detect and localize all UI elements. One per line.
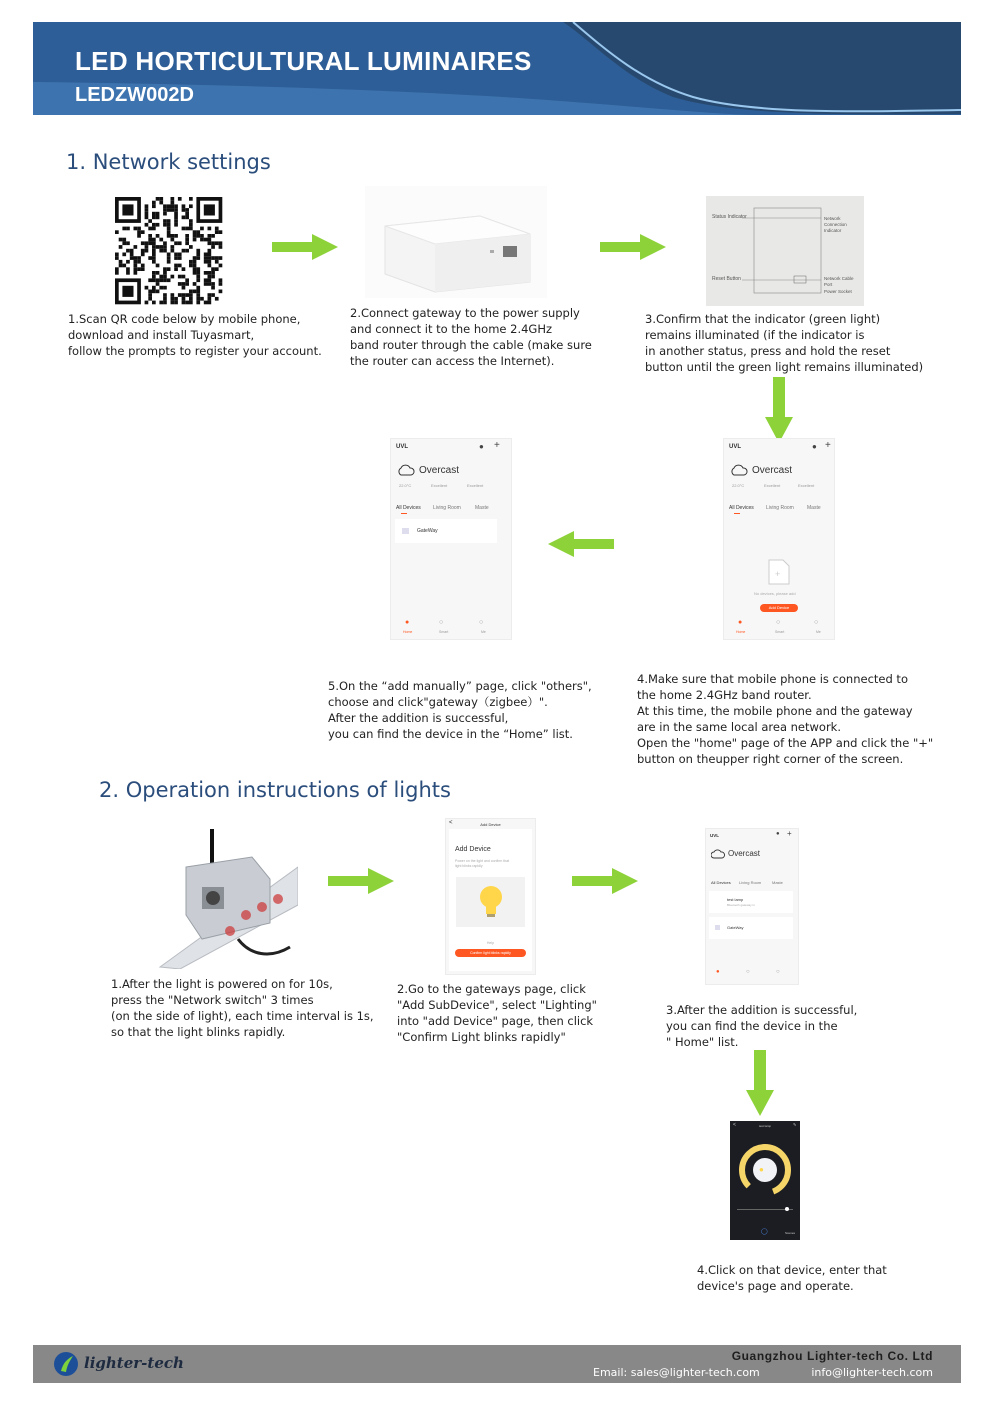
- reset-button-label: Reset Button: [712, 276, 741, 282]
- home-nav-icon[interactable]: ●: [738, 619, 743, 626]
- nav-home-label: Home: [736, 630, 746, 634]
- status-indicator-label: Status Indicator: [712, 214, 747, 220]
- company-name: Guangzhou Lighter-tech Co. Ltd: [731, 1349, 933, 1363]
- luminaire-fixture-image: [150, 827, 298, 969]
- arrow-down-icon: [746, 1050, 774, 1116]
- stat-pm: Excellent: [764, 483, 781, 488]
- gateway-status-diagram: [706, 196, 864, 306]
- light-bulb-area: [456, 877, 525, 927]
- app-screen-home-lamp: [705, 828, 799, 985]
- tab-living-room[interactable]: Living Room: [433, 505, 461, 511]
- arrow-left-icon: [548, 531, 614, 557]
- nav-smart-label: Smart: [439, 630, 449, 634]
- brightness-dial[interactable]: [738, 1143, 792, 1197]
- power-icon[interactable]: ◯: [761, 1229, 768, 1235]
- add-plus-icon[interactable]: +: [494, 440, 500, 451]
- company-logo-text: lighter-tech: [84, 1354, 184, 1372]
- operation-step-2-caption: 2.Go to the gateways page, click "Add SubDevice", select "Lighting" into "add Device" page, then click "Confirm Light blinks rapidly": [397, 982, 597, 1044]
- slider-handle[interactable]: [785, 1207, 789, 1211]
- active-tab-indicator: [401, 513, 407, 514]
- network-step-4-caption: 4.Make sure that mobile phone is connected to the home 2.4GHz band router. At this time, the mobile phone and the gateway are in the same local area network. Open the "home" page of the APP and click the "+" button on theupper right corner of the screen.: [637, 672, 934, 766]
- section-network-settings-title: 1. Network settings: [66, 150, 271, 174]
- app-screen-lamp-control: [730, 1121, 800, 1240]
- cloud-icon: [397, 464, 415, 476]
- cloud-icon: [730, 464, 748, 476]
- light-bulb-icon: [478, 885, 504, 919]
- cloud-icon: [711, 849, 725, 859]
- device-card-gateway[interactable]: [709, 917, 793, 939]
- gateway-icon: [402, 528, 409, 534]
- add-plus-icon[interactable]: +: [787, 829, 792, 838]
- add-device-button[interactable]: Add Device: [760, 604, 798, 612]
- home-selector[interactable]: UVL: [710, 833, 719, 838]
- weather-label: Overcast: [419, 465, 460, 476]
- company-logo-icon: [53, 1351, 79, 1377]
- arrow-down-icon: [765, 377, 793, 443]
- smart-nav-icon[interactable]: ○: [439, 619, 444, 626]
- footer-email[interactable]: Email: sales@lighter-tech.com: [593, 1366, 760, 1379]
- app-screen-home-empty: [723, 438, 835, 640]
- power-socket-label: Power Socket: [824, 289, 852, 294]
- me-nav-icon[interactable]: ○: [776, 969, 780, 975]
- nav-me-label: Me: [481, 630, 486, 634]
- mic-icon[interactable]: ●: [776, 831, 780, 837]
- operation-step-1-caption: 1.After the light is powered on for 10s, press the "Network switch" 3 times (on the side of light), each time interval is 1s, so that the light blinks rapidly.: [111, 977, 374, 1039]
- me-nav-icon[interactable]: ○: [479, 619, 484, 626]
- tab-master[interactable]: Maste: [807, 505, 821, 511]
- device-card-gateway[interactable]: [395, 519, 497, 543]
- network-step-5-caption: 5.On the “add manually” page, click "others", choose and click"gateway（zigbee）". After the addition is successful, you can find the device in the “Home” list.: [328, 679, 592, 741]
- tab-master[interactable]: Maste: [475, 505, 489, 511]
- stat-temp: 22.0°C: [399, 483, 412, 488]
- tab-living-room[interactable]: Living Room: [739, 880, 762, 885]
- footer-info-email[interactable]: info@lighter-tech.com: [811, 1366, 933, 1379]
- home-selector[interactable]: UVL: [729, 444, 741, 450]
- tab-all-devices[interactable]: All Devices: [396, 505, 421, 511]
- network-step-3-caption: 3.Confirm that the indicator (green light) remains illuminated (if the indicator is in another status, press and hold the reset button until the green light remains illuminated): [645, 312, 924, 374]
- tab-all-devices[interactable]: All Devices: [711, 880, 731, 885]
- operation-step-3-caption: 3.After the addition is successful, you can find the device in the " Home" list.: [666, 1003, 858, 1049]
- me-nav-icon[interactable]: ○: [814, 619, 819, 626]
- nav-home-label: Home: [403, 630, 413, 634]
- arrow-right-icon: [600, 234, 666, 260]
- lamp-status: Bluetooth gateway in: [727, 903, 755, 907]
- add-device-title: Add Device: [455, 846, 491, 853]
- app-screen-add-device: [445, 818, 536, 975]
- page-footer: [33, 1345, 961, 1383]
- section-operation-title: 2. Operation instructions of lights: [99, 778, 451, 802]
- back-icon[interactable]: <: [733, 1122, 736, 1128]
- network-step-1-caption: 1.Scan QR code below by mobile phone, download and install Tuyasmart, follow the prompts to register your account.: [68, 312, 322, 358]
- network-step-2-caption: 2.Connect gateway to the power supply and connect it to the home 2.4GHz band router through the cable (make sure the router can access the Internet).: [350, 306, 592, 368]
- operation-step-4-caption: 4.Click on that device, enter that device's page and operate.: [697, 1263, 887, 1293]
- svg-text:+: +: [775, 569, 781, 579]
- header-model: LEDZW002D: [75, 84, 194, 106]
- edit-icon[interactable]: ✎: [793, 1122, 797, 1127]
- smart-nav-icon[interactable]: ○: [746, 969, 750, 975]
- gateway-device-image: [365, 186, 547, 298]
- mic-icon[interactable]: ●: [812, 442, 817, 451]
- arrow-right-icon: [328, 868, 394, 894]
- scenes-label[interactable]: Scenes: [785, 1231, 796, 1235]
- weather-label: Overcast: [728, 849, 761, 858]
- stat-air: Excellent: [467, 483, 484, 488]
- tab-all-devices[interactable]: All Devices: [729, 505, 754, 511]
- smart-nav-icon[interactable]: ○: [776, 619, 781, 626]
- arrow-right-icon: [272, 234, 338, 260]
- lamp-name: test lamp: [727, 897, 744, 902]
- device-name: GateWay: [417, 528, 438, 534]
- mic-icon[interactable]: ●: [479, 442, 484, 451]
- qr-code[interactable]: [115, 197, 225, 305]
- back-icon[interactable]: <: [449, 820, 453, 826]
- device-card-lamp[interactable]: [709, 891, 793, 913]
- add-device-header: Add Device: [480, 822, 501, 827]
- nav-smart-label: Smart: [775, 630, 785, 634]
- network-cable-label: Network Cable Port: [824, 276, 854, 287]
- home-nav-icon[interactable]: ●: [405, 619, 410, 626]
- gateway-icon: [715, 925, 720, 930]
- help-link[interactable]: Help: [486, 941, 495, 945]
- no-devices-text: No devices, please add: [754, 591, 796, 596]
- tab-master[interactable]: Maste: [772, 880, 783, 885]
- add-device-card: [449, 829, 532, 971]
- confirm-blinks-button[interactable]: Confirm light blinks rapidly: [455, 949, 526, 957]
- stat-air: Excellent: [798, 483, 815, 488]
- device-name: GateWay: [727, 925, 744, 930]
- header-title: LED HORTICULTURAL LUMINAIRES: [75, 46, 532, 76]
- empty-document-icon: [768, 559, 790, 585]
- home-selector[interactable]: UVL: [396, 444, 408, 450]
- arrow-right-icon: [572, 868, 638, 894]
- add-device-description: Power on the light and confirm that light blinks rapidly: [455, 859, 510, 868]
- page-header: [33, 22, 961, 115]
- app-screen-home-gateway: [390, 438, 512, 640]
- home-nav-icon[interactable]: ●: [716, 969, 720, 975]
- nav-me-label: Me: [816, 630, 821, 634]
- stat-temp: 22.0°C: [732, 483, 745, 488]
- add-plus-icon[interactable]: +: [825, 440, 831, 451]
- active-tab-indicator: [734, 513, 740, 514]
- tab-living-room[interactable]: Living Room: [766, 505, 794, 511]
- network-connection-label: Network Connection Indicator: [824, 216, 847, 233]
- lamp-page-title: test lamp: [758, 1124, 772, 1128]
- light-bulb-icon: ●: [759, 1165, 764, 1174]
- stat-pm: Excellent: [431, 483, 448, 488]
- weather-label: Overcast: [752, 465, 793, 476]
